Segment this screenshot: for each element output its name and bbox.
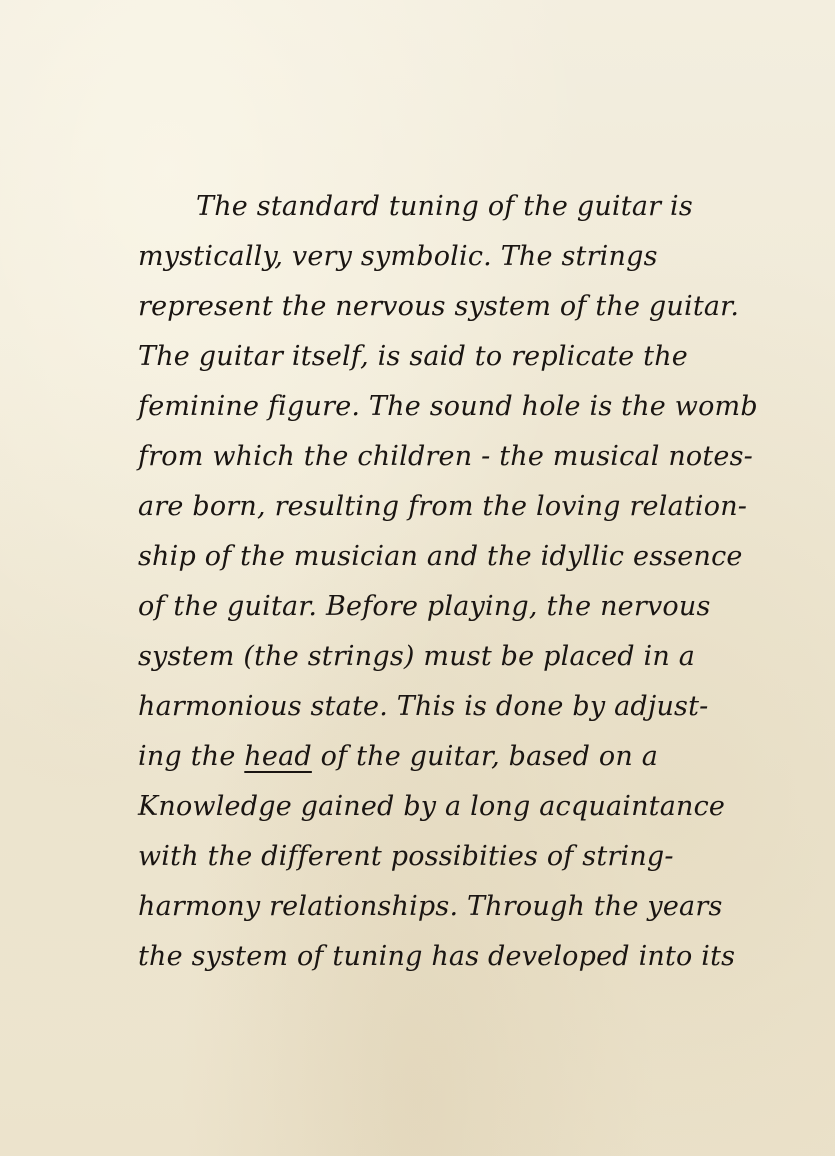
text-line-5: feminine figure. The sound hole is the womb [138, 391, 758, 422]
text-line-12-prefix: ing the [138, 741, 245, 772]
text-line-16: the system of tuning has developed into its [138, 941, 736, 972]
text-line-12-suffix: of the guitar, based on a [311, 741, 659, 772]
text-line-2: mystically, very symbolic. The strings [138, 241, 658, 272]
text-line-1: The standard tuning of the guitar is [196, 191, 693, 222]
text-line-9: of the guitar. Before playing, the nervous [138, 591, 711, 622]
text-line-10: system (the strings) must be placed in a [138, 641, 696, 672]
text-line-8: ship of the musician and the idyllic essence [138, 541, 743, 572]
underlined-word-head: head [244, 741, 312, 772]
text-line-12 [138, 743, 658, 770]
text-line-7: are born, resulting from the loving relation- [138, 491, 748, 522]
text-line-14: with the different possibities of string- [138, 841, 674, 872]
text-line-13: Knowledge gained by a long acquaintance [138, 791, 726, 822]
text-line-6: from which the children - the musical notes- [138, 441, 753, 472]
text-line-4: The guitar itself, is said to replicate the [138, 341, 688, 372]
text-line-15: harmony relationships. Through the years [138, 891, 723, 922]
text-line-11: harmonious state. This is done by adjust- [138, 691, 709, 722]
text-line-3: represent the nervous system of the guitar. [138, 291, 740, 322]
